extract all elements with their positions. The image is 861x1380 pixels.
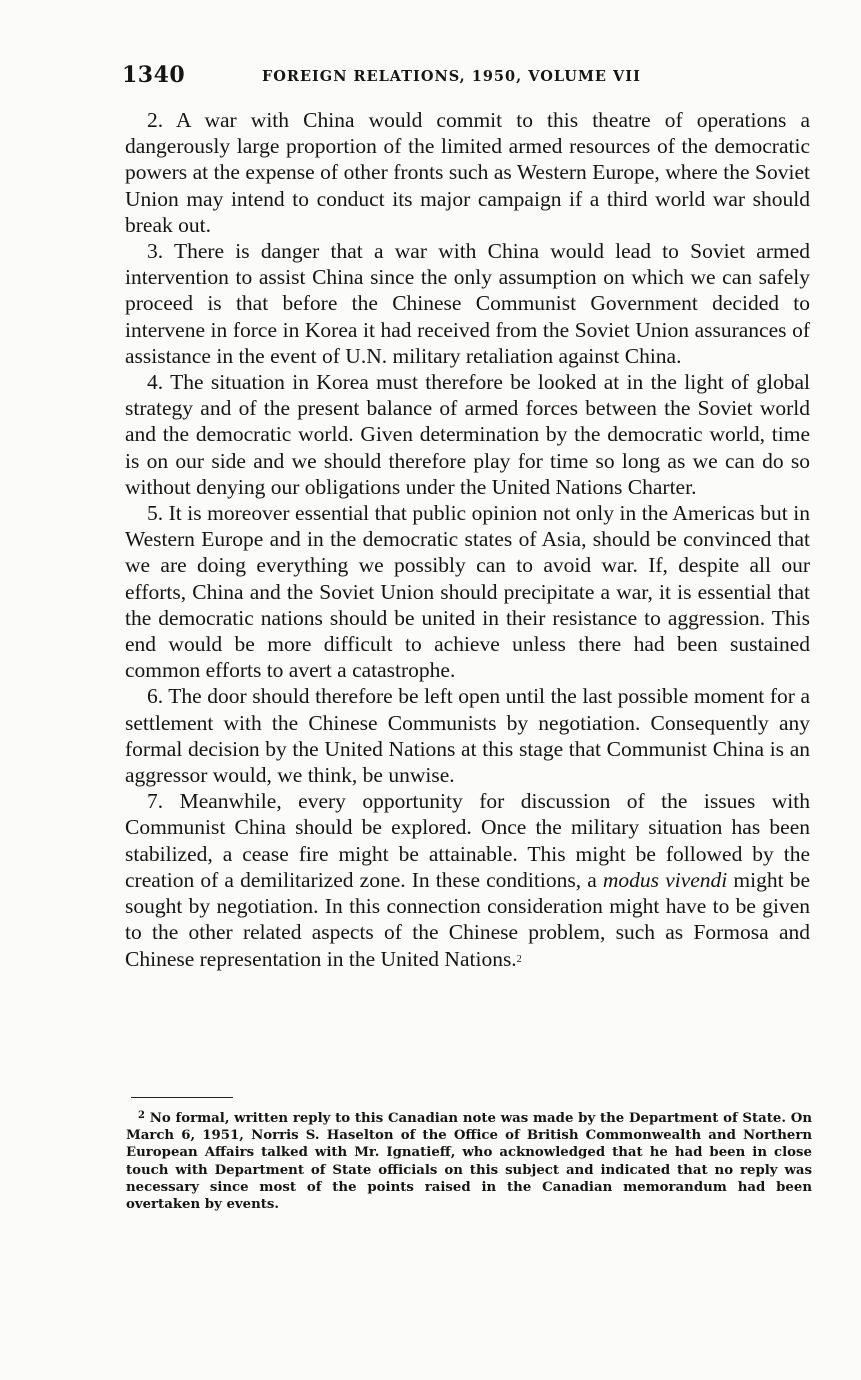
paragraph-text: might be sought by negotiation. In this connection consideration might have to be given to the other related aspects of the Chinese problem, such as Formosa and Chinese representation in the United Nations. bbox=[125, 867, 811, 971]
body-text bbox=[125, 107, 810, 973]
paragraph: 6. The door should therefore be left open until the last possible moment for a settlement with the Chinese Communists by negotiation. Consequently any formal decision by the United Nations at this stage that Communist China is an aggressor would, we think, be unwise. bbox=[125, 684, 810, 788]
paragraph bbox=[125, 788, 810, 972]
footnote-reference[interactable]: 2 bbox=[516, 953, 522, 965]
footnote-divider bbox=[131, 1097, 233, 1098]
paragraph: 3. There is danger that a war with China would lead to Soviet armed intervention to assist China since the only assumption on which we can safely proceed is that before the Chinese Communist Government decided to intervene in force in Korea it had received from the Soviet Union assurances of assistance in the event of U.N. military retaliation against China. bbox=[125, 239, 810, 368]
page-header bbox=[122, 62, 812, 92]
italic-phrase: modus vivendi bbox=[602, 867, 728, 892]
paragraph: 5. It is moreover essential that public opinion not only in the Americas but in Western Europe and in the democratic states of Asia, should be convinced that we are doing everything we possibly can to avoid war. If, despite all our efforts, China and the Soviet Union should precipitate a war, it is essential that the democratic nations should be united in their resistance to aggression. This end would be more difficult to achieve unless there had been sustained common efforts to avert a catastrophe. bbox=[125, 501, 810, 683]
paragraph-text: 7. Meanwhile, every opportunity for discussion of the issues with Communist China should be explored. Once the military situation has been stabilized, a cease fire might be attainable. This might be followed by the creation of a demilitarized zone. In these conditions, a bbox=[125, 789, 810, 892]
footnote-marker: 2 bbox=[138, 1110, 145, 1121]
footnote-body: No formal, written reply to this Canadian note was made by the Department of State. On March 6, 1951, Norris S. Haselton of the Office of British Commonwealth and Northern European Affairs talked with Mr. Ignatieff, who acknowledged that he had been in close touch with Department of State officials on this subject and indicated that no reply was necessary since most of the points raised in the Canadian memorandum had been overtaken by events. bbox=[126, 1111, 812, 1213]
paragraph: 4. The situation in Korea must therefore be looked at in the light of global strategy and of the present balance of armed forces between the Soviet world and the democratic world. Given determination by the democratic world, time is on our side and we should therefore play for time so long as we can do so without denying our obligations under the United Nations Charter. bbox=[125, 370, 810, 499]
running-title: FOREIGN RELATIONS, 1950, VOLUME VII bbox=[262, 68, 641, 85]
footnote-text bbox=[126, 1107, 812, 1213]
footnote bbox=[126, 1107, 812, 1213]
paragraph: 2. A war with China would commit to this theatre of operations a dangerously large proportion of the limited armed resources of the democratic powers at the expense of other fronts such as Western Europe, where the Soviet Union may intend to conduct its major campaign if a third world war should break out. bbox=[125, 108, 810, 237]
page-number: 1340 bbox=[122, 62, 186, 88]
